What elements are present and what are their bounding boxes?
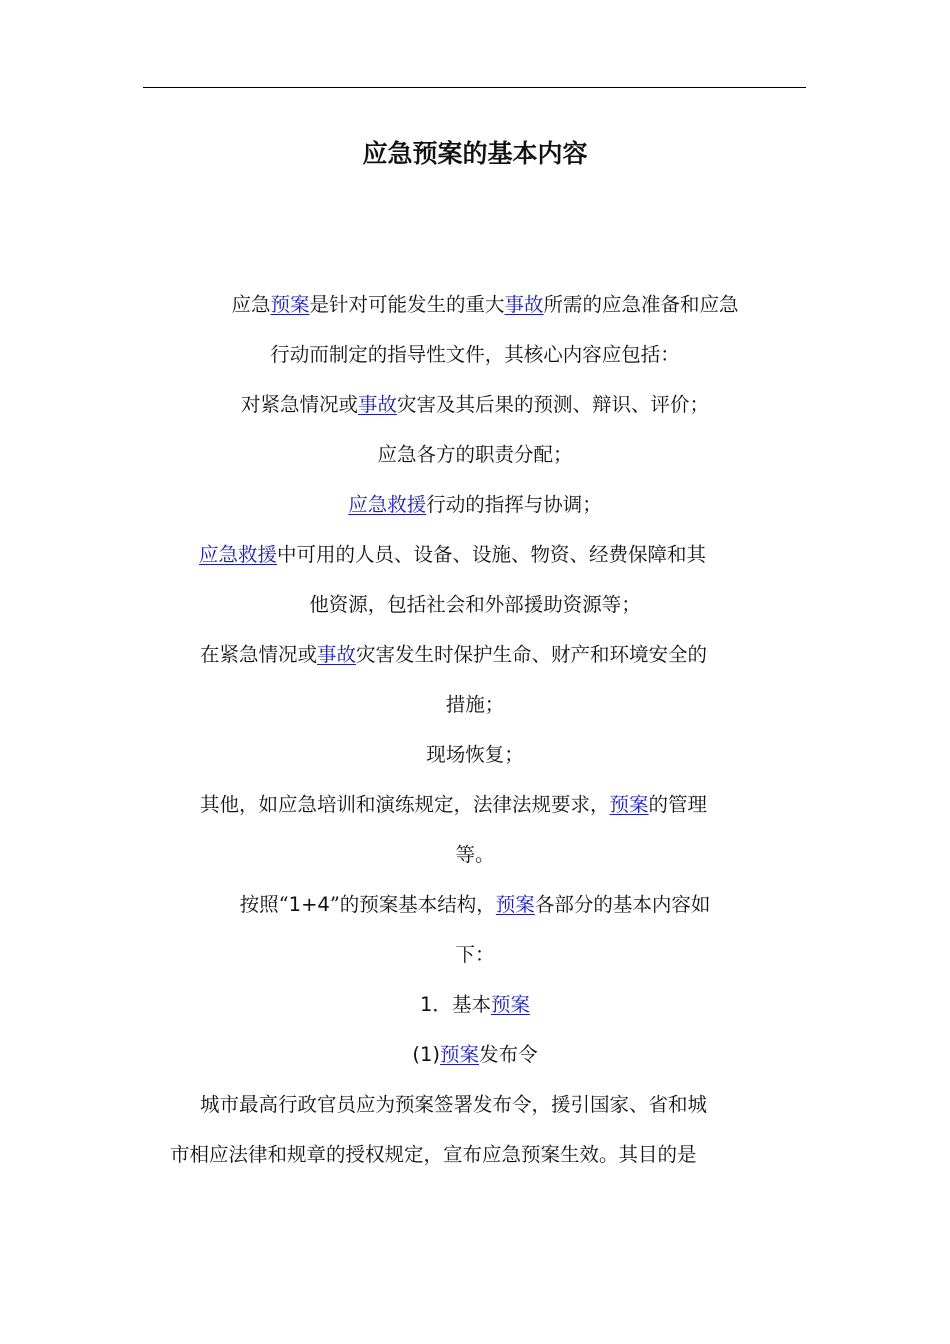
item-1-text-b: 灾害及其后果的预测、辩识、评价； (397, 393, 710, 416)
link-shigu[interactable]: 事故 (357, 393, 397, 416)
item-5-text-a: 在紧急情况或 (200, 643, 318, 666)
section-1-heading (170, 980, 780, 1030)
item-6: 现场恢复； (426, 743, 524, 766)
link-shigu[interactable]: 事故 (317, 643, 357, 666)
item-3 (170, 480, 780, 530)
link-shigu[interactable]: 事故 (504, 293, 544, 316)
structure-text-c: ”的预案基本结构， (329, 893, 496, 916)
subsection-1-heading (170, 1030, 780, 1080)
item-7-text-a: 其他，如应急培训和演练规定，法律法规要求， (200, 793, 610, 816)
structure-line-1 (170, 880, 780, 930)
item-5 (170, 630, 780, 680)
intro-line-2: 行动而制定的指导性文件，其核心内容应包括： (270, 343, 680, 366)
subsection-1-number: (1) (412, 1043, 441, 1066)
item-5-text-b: 灾害发生时保护生命、财产和环境安全的 (356, 643, 708, 666)
link-yuan[interactable]: 预案 (490, 993, 530, 1016)
structure-line-2: 下： (455, 943, 495, 966)
item-1 (170, 380, 780, 430)
document-title: 应急预案的基本内容 (362, 139, 588, 168)
structure-text-a: 按照“ (239, 893, 289, 916)
item-3-text: 行动的指挥与协调； (426, 493, 602, 516)
item-4 (170, 530, 780, 580)
header-rule (143, 87, 806, 88)
link-yingjijiuyuan[interactable]: 应急救援 (348, 493, 427, 516)
item-7 (170, 780, 780, 830)
item-2: 应急各方的职责分配； (377, 443, 573, 466)
subsection-1-text: 发布令 (479, 1043, 538, 1066)
document-body (170, 280, 780, 1180)
structure-formula: 1+4 (288, 893, 330, 916)
item-4-text: 中可用的人员、设备、设施、物资、经费保障和其 (277, 543, 707, 566)
intro-line-1 (170, 280, 780, 330)
paragraph-line-1: 城市最高行政官员应为预案签署发布令，援引国家、省和城 (200, 1093, 708, 1116)
intro-text-2: 是针对可能发生的重大 (309, 293, 505, 316)
section-1-number: 1． (420, 993, 452, 1016)
item-7-text-b: 的管理 (648, 793, 708, 816)
structure-text-d: 各部分的基本内容如 (534, 893, 711, 916)
intro-text-3: 所需的应急准备和应急 (543, 293, 739, 316)
section-1-text: 基本 (451, 993, 491, 1016)
item-7-continued: 等。 (455, 843, 495, 866)
paragraph-line-2: 市相应法律和规章的授权规定，宣布应急预案生效。其目的是 (170, 1143, 697, 1166)
intro-text-1: 应急 (231, 293, 271, 316)
link-yingjijiuyuan[interactable]: 应急救援 (199, 543, 278, 566)
link-yuan[interactable]: 预案 (270, 293, 310, 316)
item-1-text-a: 对紧急情况或 (240, 393, 358, 416)
link-yuan[interactable]: 预案 (609, 793, 649, 816)
item-5-continued: 措施； (445, 693, 505, 716)
link-yuan[interactable]: 预案 (495, 893, 535, 916)
item-4-continued: 他资源，包括社会和外部援助资源等； (309, 593, 641, 616)
link-yuan[interactable]: 预案 (440, 1043, 480, 1066)
